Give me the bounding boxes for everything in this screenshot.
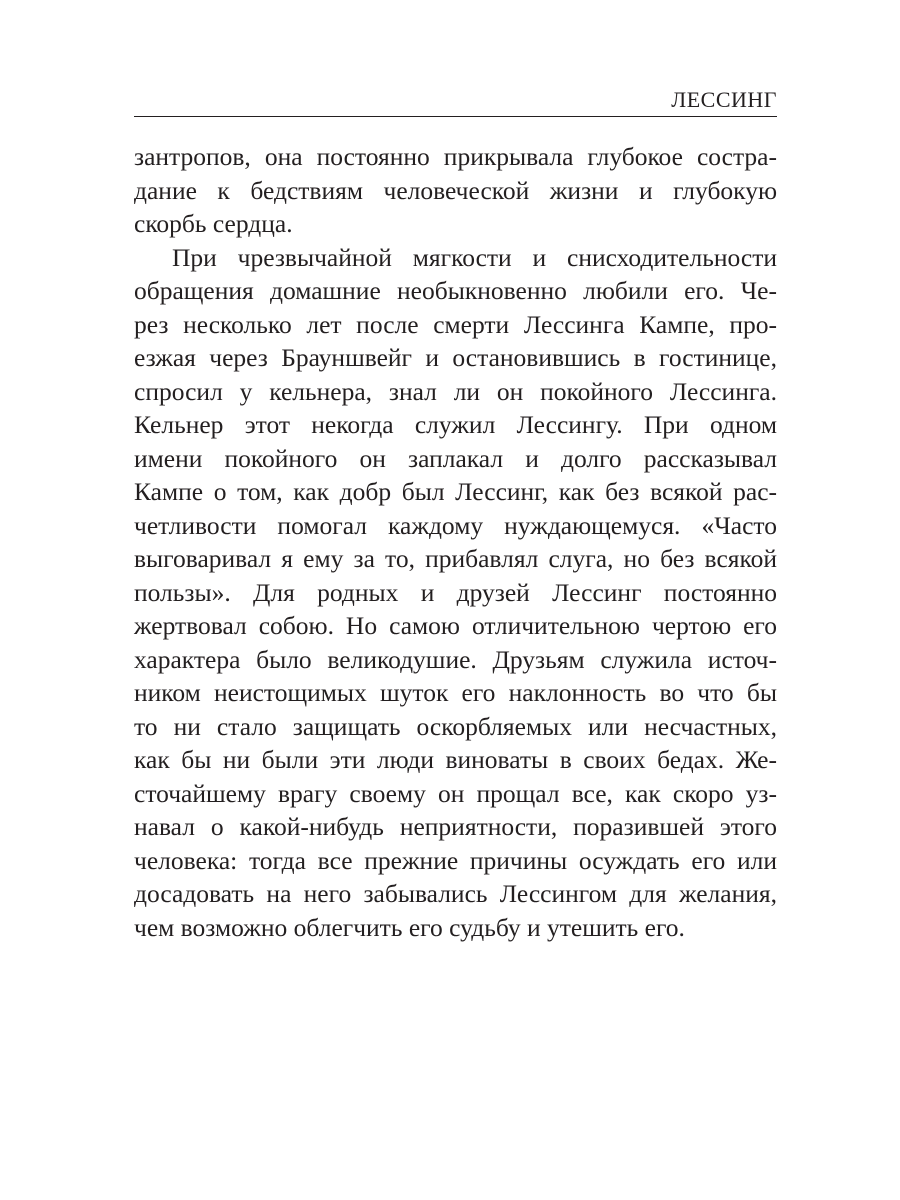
text-line: четливости помогал каждому нуждающемуся. «Часто bbox=[134, 510, 777, 540]
text-line: обращения домашние необыкновенно любили его. Че- bbox=[134, 276, 777, 305]
text-line: навал о какой-нибудь неприятности, поразившей этого bbox=[134, 812, 777, 841]
text-line: человека: тогда все прежние причины осуждать его или bbox=[134, 845, 777, 875]
text-line: дание к бедствиям человеческой жизни и глубокую bbox=[134, 175, 777, 205]
text-line: досадовать на него забывались Лессингом для желания, bbox=[134, 879, 777, 908]
running-header bbox=[134, 88, 777, 117]
text-line: Кампе о том, как добр был Лессинг, как без всякой рас- bbox=[134, 477, 777, 506]
text-line: сточайшему врагу своему он прощал все, как скоро уз- bbox=[134, 778, 777, 808]
text-line: как бы ни были эти люди виноваты в своих бедах. Же- bbox=[134, 745, 777, 774]
paragraph-first-line: При чрезвычайной мягкости и снисходительности bbox=[172, 242, 777, 272]
text-line: езжая через Брауншвейг и остановившись в гостинице, bbox=[134, 343, 777, 372]
body-text bbox=[134, 140, 777, 944]
running-title: ЛЕССИНГ bbox=[671, 87, 777, 112]
text-line: то ни стало защищать оскорбляемых или несчастных, bbox=[134, 711, 777, 741]
text-line: спросил у кельнера, знал ли он покойного Лессинга. bbox=[134, 376, 777, 406]
text-line: пользы». Для родных и друзей Лессинг постоянно bbox=[134, 577, 777, 607]
text-line: выговаривал я ему за то, прибавлял слуга, но без всякой bbox=[134, 544, 777, 573]
text-line: характера было великодушие. Друзьям служила источ- bbox=[134, 644, 777, 674]
text-line: жертвовал собою. Но самою отличительною чертою его bbox=[134, 611, 777, 640]
text-line: ником неистощимых шуток его наклонность во что бы bbox=[134, 678, 777, 707]
text-line: зантропов, она постоянно прикрывала глубокое состра- bbox=[134, 142, 777, 171]
text-line: имени покойного он заплакал и долго рассказывал bbox=[134, 443, 777, 473]
text-line: чем возможно облегчить его судьбу и утешить его. bbox=[134, 912, 685, 942]
text-line: Кельнер этот некогда служил Лессингу. При одном bbox=[134, 410, 777, 439]
text-line: скорбь сердца. bbox=[134, 209, 293, 238]
text-line: рез несколько лет после смерти Лессинга Кампе, про- bbox=[134, 309, 777, 339]
